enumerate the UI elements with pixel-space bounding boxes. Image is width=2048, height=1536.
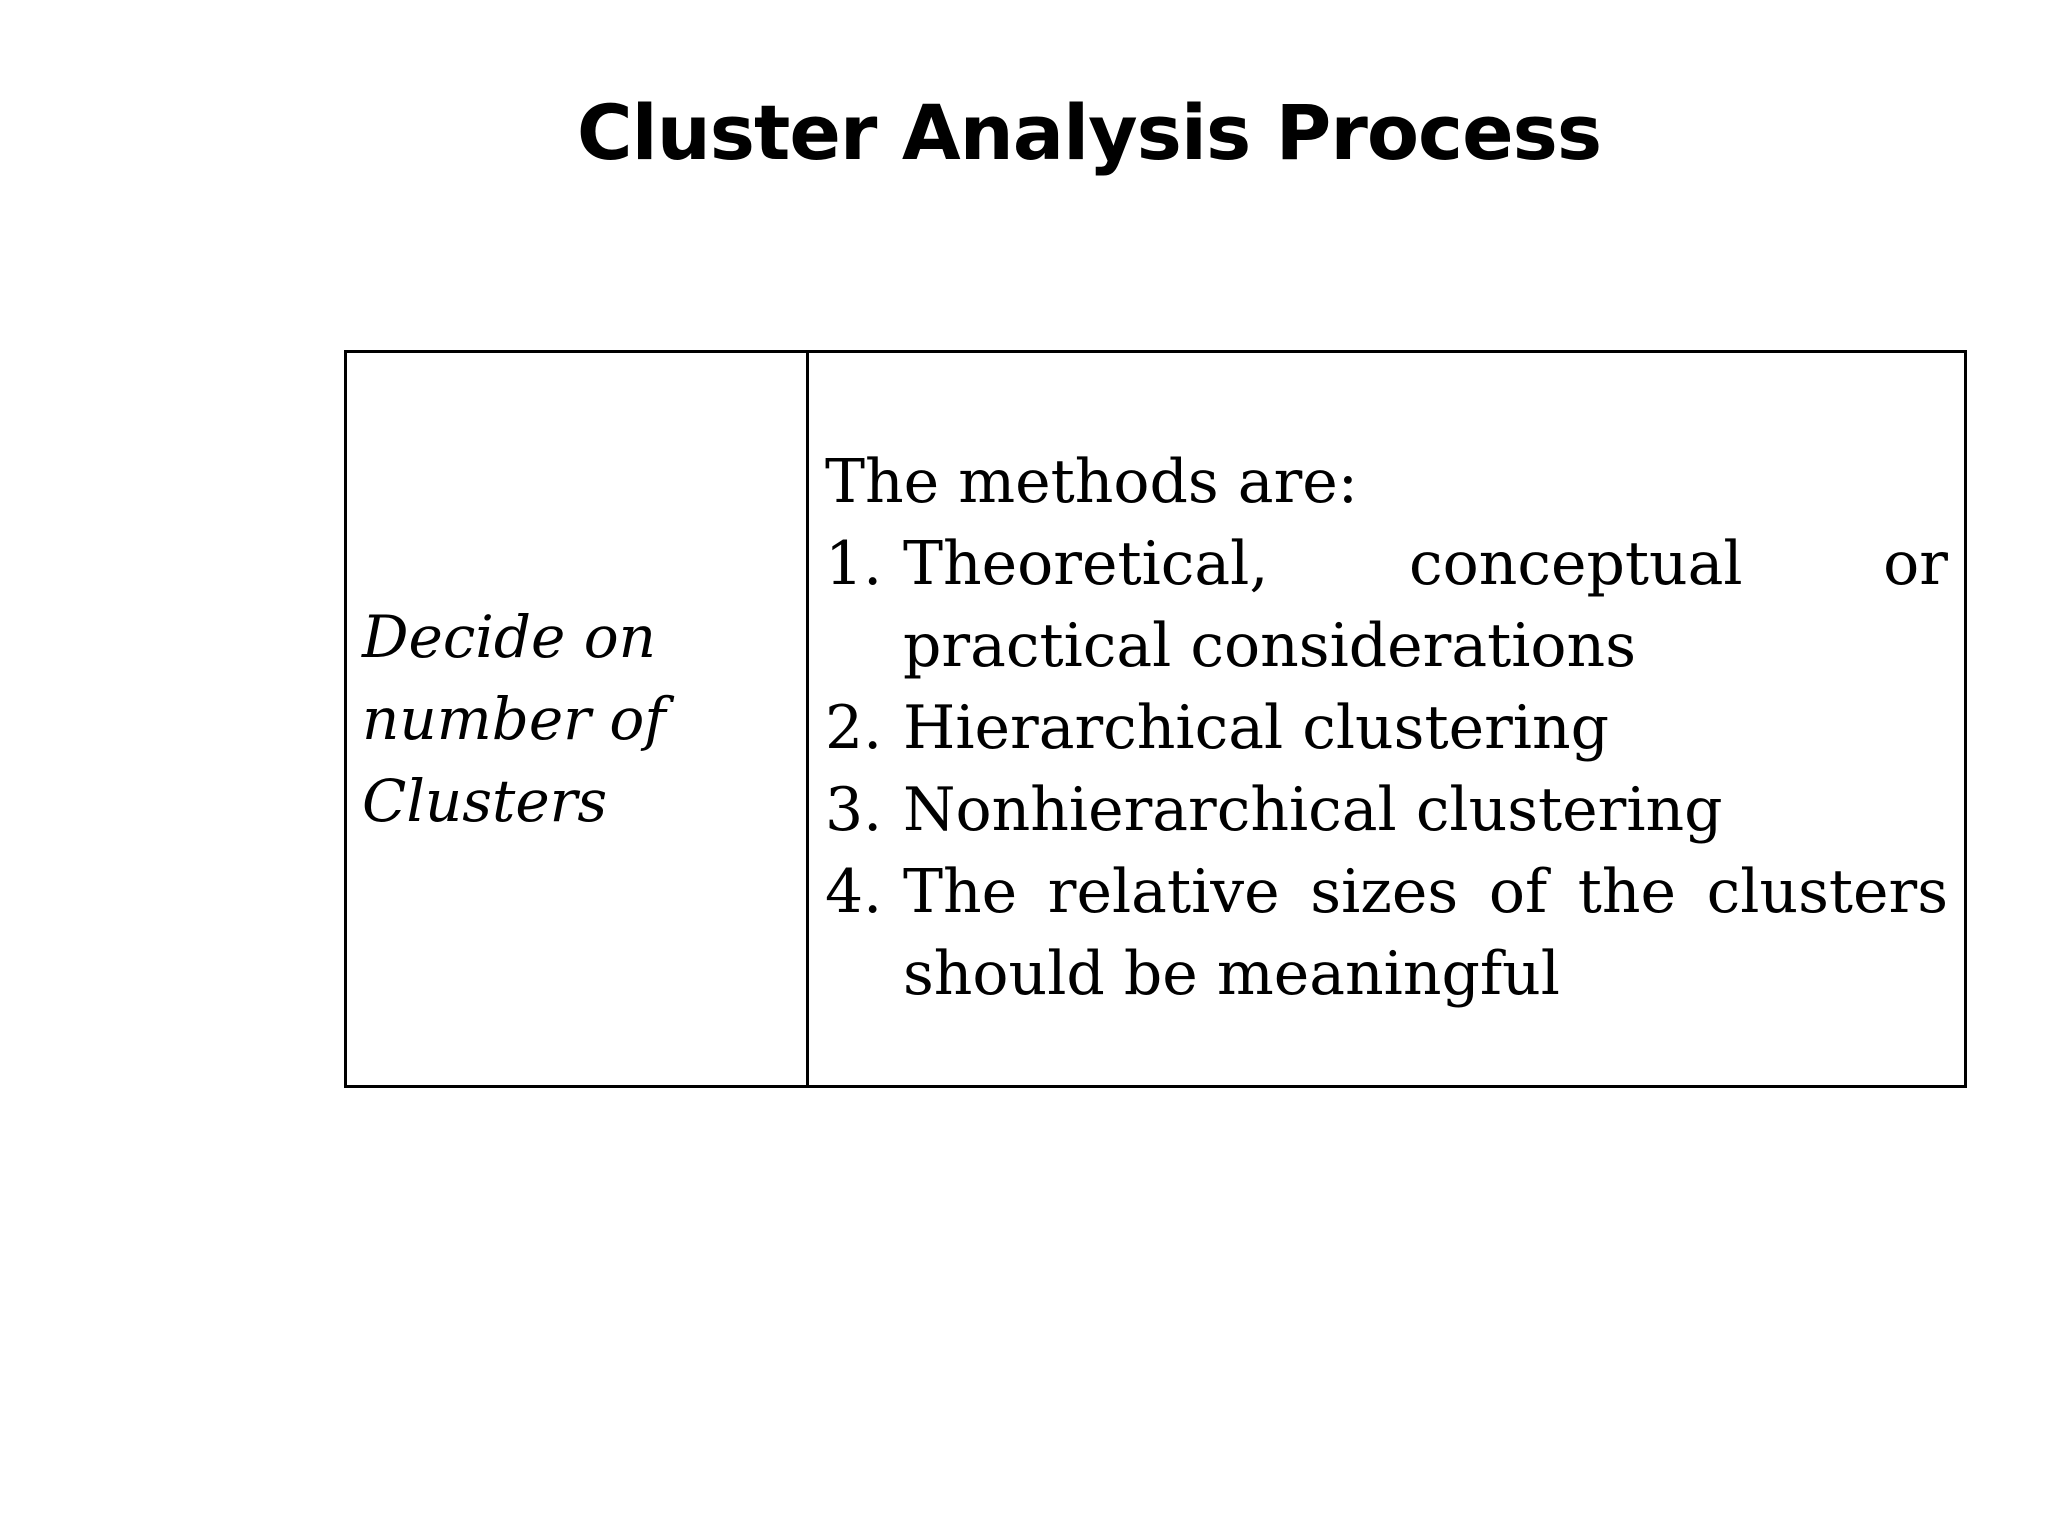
step-cell xyxy=(347,353,809,1085)
method-text: The relative sizes of the clusters should be meaningful xyxy=(903,857,1948,1009)
slide-title: Cluster Analysis Process xyxy=(576,88,1602,177)
methods-intro: The methods are: xyxy=(825,447,1358,517)
method-number: 2. xyxy=(825,693,883,763)
method-number: 4. xyxy=(825,857,883,927)
methods-cell xyxy=(809,353,1964,1085)
process-table xyxy=(344,350,1967,1088)
method-number: 3. xyxy=(825,775,883,845)
method-text: Nonhierarchical clustering xyxy=(903,775,1723,845)
method-item xyxy=(825,687,1948,769)
step-label: Decide on number of Clusters xyxy=(362,603,666,835)
method-text: Theoretical, conceptual or practical considerations xyxy=(903,529,1948,681)
method-text: Hierarchical clustering xyxy=(903,693,1609,763)
method-number: 1. xyxy=(825,529,883,599)
method-item xyxy=(825,523,1948,687)
methods-list xyxy=(825,523,1948,1015)
method-item xyxy=(825,769,1948,851)
method-item xyxy=(825,851,1948,1015)
